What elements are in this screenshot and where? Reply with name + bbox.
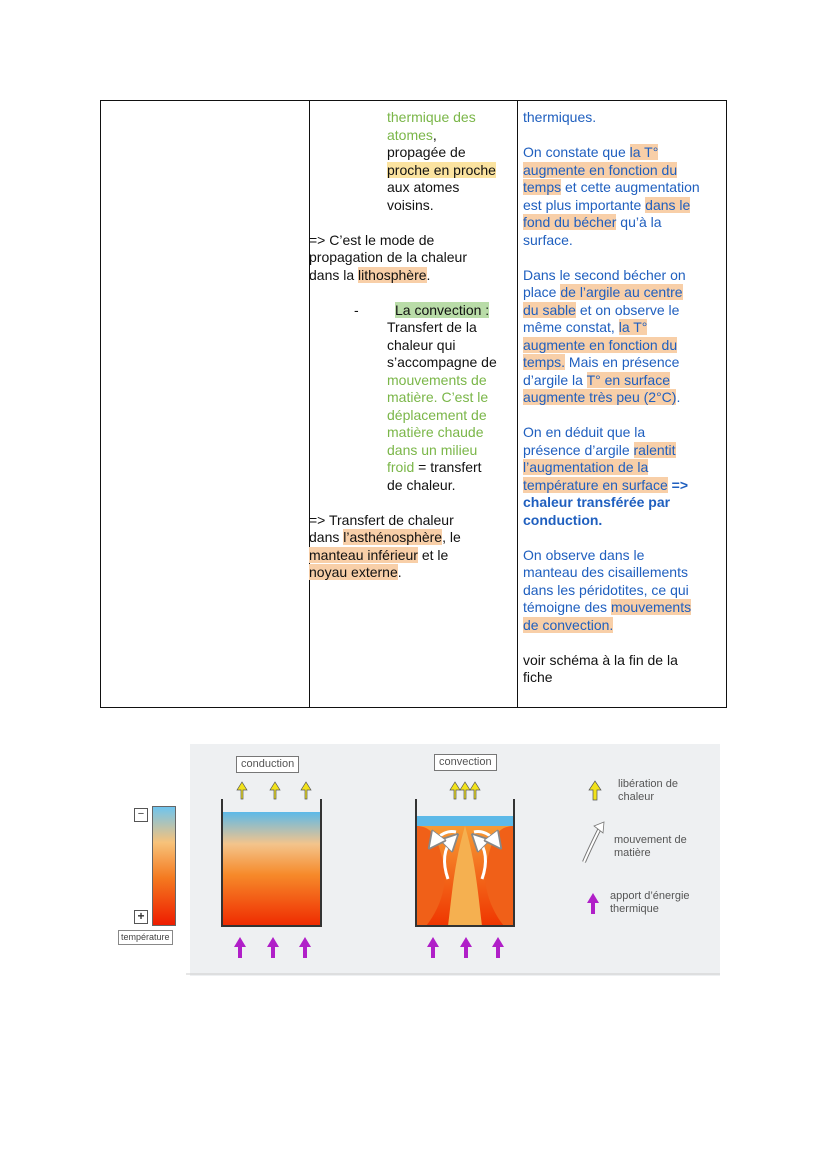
text-line: même constat, la T° <box>523 319 648 335</box>
text-line: propagation de la chaleur <box>309 249 468 265</box>
text-line: dans les péridotites, ce qui <box>523 581 689 598</box>
text-line: noyau externe. <box>309 564 402 580</box>
legend-matter-movement: mouvement de matière <box>614 834 687 859</box>
text-line: présence d’argile ralentit <box>523 441 676 458</box>
text-line: dans la lithosphère. <box>309 266 431 283</box>
yellow-arrow-icon <box>450 782 480 799</box>
text-line: voir schéma à la fin de la <box>523 651 678 668</box>
text-line: On en déduit que la <box>523 424 646 440</box>
conduction-beaker <box>222 799 321 926</box>
text-line: => Transfert de chaleur <box>309 511 454 528</box>
text-line: voisins. <box>387 196 434 213</box>
text-line: d’argile la T° en surface <box>523 371 670 388</box>
convection-beaker <box>416 799 514 926</box>
convection-heading <box>309 302 509 320</box>
text-line: l’augmentation de la <box>523 459 649 475</box>
text-line: du sable et on observe le <box>523 301 680 318</box>
plus-icon: + <box>134 910 148 924</box>
text-line: thermiques. <box>523 109 597 125</box>
text-line: temps. Mais en présence <box>523 354 680 370</box>
text-line: place de l’argile au centre <box>523 284 683 300</box>
text-line: de convection. <box>523 616 614 633</box>
column-observations <box>523 109 723 687</box>
text-line: manteau des cisaillements <box>523 564 688 580</box>
text-line: fond du bécher qu’à la <box>523 214 662 230</box>
text-line: temps et cette augmentation <box>523 179 700 195</box>
text-line: propagée de <box>387 144 466 160</box>
column-divider-2 <box>517 101 518 707</box>
legend-yellow-arrow-icon <box>589 781 601 800</box>
text-line: => C’est le mode de <box>309 231 435 248</box>
text-line: augmente en fonction du <box>523 161 678 178</box>
legend-curved-arrow-icon <box>584 822 604 862</box>
text-line: chaleur transférée par <box>523 494 671 510</box>
text-line: proche en proche <box>387 161 496 178</box>
heat-transfer-diagram <box>186 744 720 976</box>
text-line: augmente en fonction du <box>523 336 678 353</box>
notes-table <box>100 100 727 708</box>
text-line: augmente très peu (2°C). <box>523 389 681 405</box>
text-line: matière chaude <box>387 424 484 440</box>
text-line: froid = transfert <box>387 459 482 475</box>
temperature-label: température <box>118 930 173 945</box>
text-line: témoigne des mouvements <box>523 599 692 615</box>
text-line: matière. C’est le <box>387 389 489 405</box>
text-line: On observe dans le <box>523 546 645 563</box>
legend-purple-arrow-icon <box>587 893 599 914</box>
text-line: fiche <box>523 669 553 685</box>
text-line: aux atomes <box>387 179 460 195</box>
text-line: déplacement de <box>387 406 487 423</box>
text-line: est plus importante dans le <box>523 196 691 213</box>
text-line: conduction. <box>523 511 603 528</box>
purple-arrow-icon <box>234 937 504 958</box>
text-line: température en surface => <box>523 476 688 493</box>
column-explanation <box>309 109 509 582</box>
legend-thermal-energy: apport d’énergie thermique <box>610 890 690 915</box>
minus-icon: − <box>134 808 148 822</box>
text-line: mouvements de <box>387 371 487 388</box>
text-line: de chaleur. <box>387 476 456 493</box>
temperature-scale <box>118 806 182 946</box>
text-line: dans un milieu <box>387 441 478 458</box>
bullet-dash: - <box>354 301 359 318</box>
convection-label: convection <box>434 754 497 771</box>
conduction-label: conduction <box>236 756 299 773</box>
text-line: dans l’asthénosphère, le <box>309 529 461 545</box>
convection-title: La convection : <box>395 301 490 318</box>
temperature-gradient-bar <box>152 806 176 926</box>
text-line: On constate que la T° <box>523 144 659 160</box>
text-line: s’accompagne de <box>387 354 497 370</box>
text-line: Dans le second bécher on <box>523 266 686 283</box>
text-line: thermique des <box>387 109 476 125</box>
text-line: chaleur qui <box>387 336 456 353</box>
text-line: surface. <box>523 231 573 248</box>
yellow-arrow-icon <box>237 782 311 799</box>
text-line: manteau inférieur et le <box>309 546 449 563</box>
text-line: Transfert de la <box>387 319 477 335</box>
text-line: atomes, <box>387 126 437 143</box>
legend-heat-release: libération de chaleur <box>618 778 678 803</box>
